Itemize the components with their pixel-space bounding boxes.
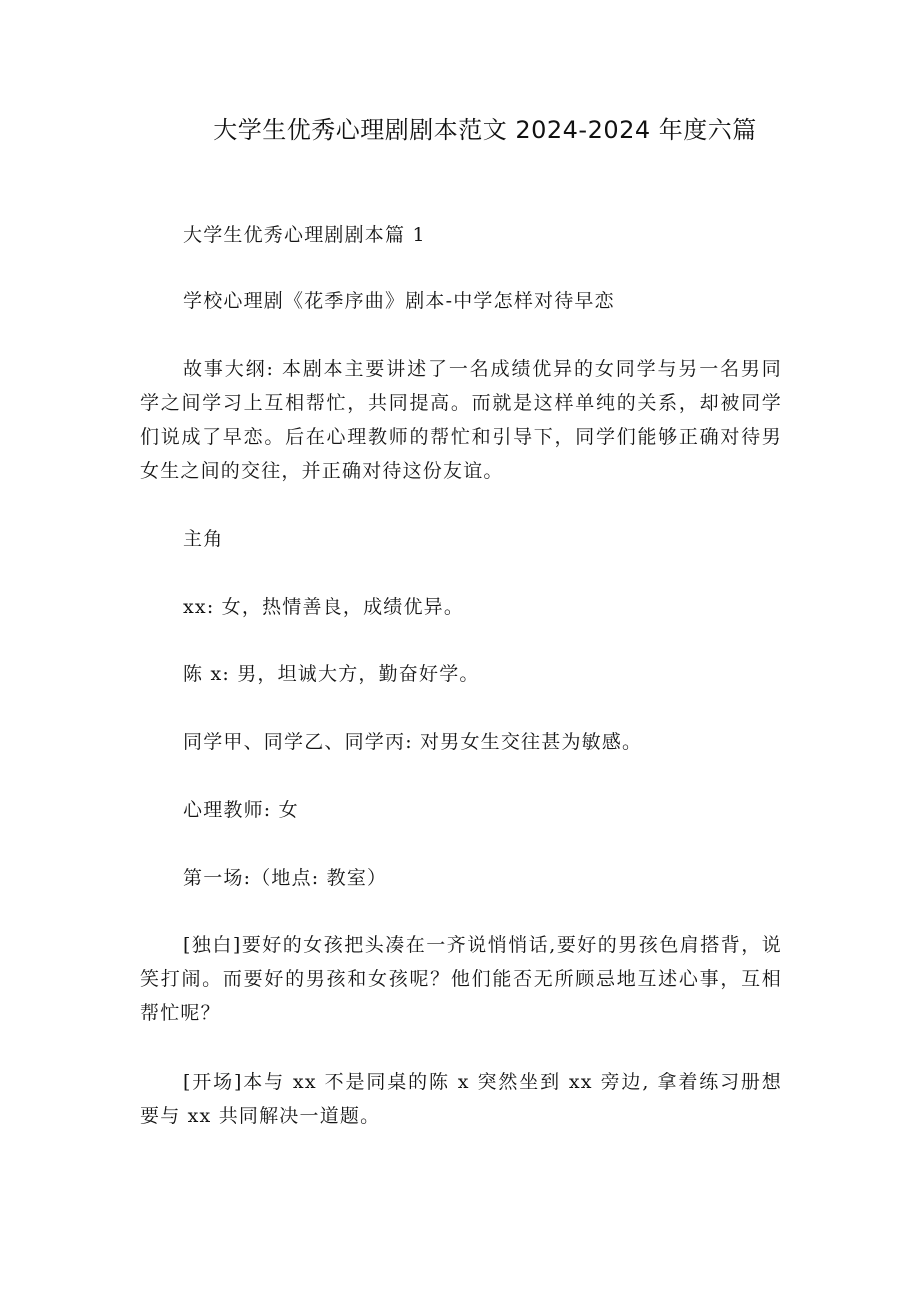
section-heading: 大学生优秀心理剧剧本篇 1 (183, 224, 426, 246)
character-classmates: 同学甲、同学乙、同学丙: 对男女生交往甚为敏感。 (183, 731, 643, 753)
character-xx: xx: 女，热情善良，成绩优异。 (183, 596, 465, 618)
opening-paragraph: [开场]本与 xx 不是同桌的陈 x 突然坐到 xx 旁边, 拿着练习册想要与 xx 共同解决一道题。 (140, 1071, 782, 1127)
character-teacher: 心理教师: 女 (183, 799, 299, 821)
scene-one-heading: 第一场:（地点: 教室） (183, 867, 388, 889)
monologue-paragraph: [独白]要好的女孩把头凑在一齐说悄悄话,要好的男孩色肩搭背，说笑打闹。而要好的男孩和女孩呢？他们能否无所顾忌地互述心事，互相帮忙呢？ (140, 934, 782, 1024)
play-title: 学校心理剧《花季序曲》剧本-中学怎样对待早恋 (183, 290, 615, 312)
document-title: 大学生优秀心理剧剧本范文 2024-2024 年度六篇 (213, 116, 757, 144)
story-outline-paragraph: 故事大纲: 本剧本主要讲述了一名成绩优异的女同学与另一名男同学之间学习上互相帮忙，共同提高。而就是这样单纯的关系，却被同学们说成了早恋。后在心理教师的帮忙和引导下，同学们能够正确对待男女生之间的交往，并正确对待这份友谊。 (140, 358, 782, 482)
characters-heading: 主角 (183, 528, 224, 550)
character-chen-x: 陈 x: 男，坦诚大方，勤奋好学。 (183, 663, 480, 685)
